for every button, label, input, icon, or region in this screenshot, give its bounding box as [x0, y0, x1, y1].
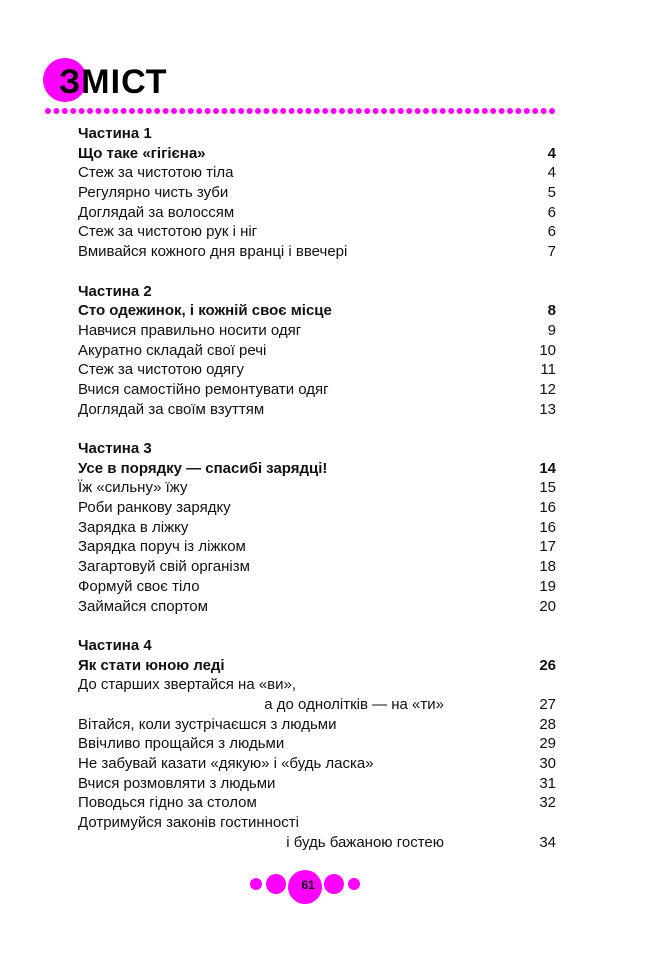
section-heading	[78, 144, 556, 164]
toc-entry	[78, 341, 556, 361]
entry-page: 27	[539, 695, 556, 713]
section-part-label	[78, 124, 556, 144]
divider-dot	[213, 108, 219, 114]
entry-page: 12	[539, 380, 556, 398]
divider-dot	[331, 108, 337, 114]
heading-text: Усе в порядку — спасибі зарядці!	[78, 459, 328, 477]
page-title: ЗМІСТ	[59, 63, 168, 101]
divider-dot	[255, 108, 261, 114]
divider-dot	[179, 108, 185, 114]
divider-dot	[482, 108, 488, 114]
entry-page: 5	[547, 184, 556, 202]
divider-dot	[457, 108, 463, 114]
entry-page: 29	[539, 735, 556, 753]
divider-dot	[423, 108, 429, 114]
divider-dot	[515, 108, 521, 114]
toc-entry	[78, 597, 556, 617]
divider-dot	[289, 108, 295, 114]
entry-page: 17	[539, 538, 556, 556]
toc-entry	[78, 163, 556, 183]
divider-dot	[137, 108, 143, 114]
entry-page: 9	[547, 321, 556, 339]
entry-page: 18	[539, 558, 556, 576]
toc-entry	[78, 380, 556, 400]
table-of-contents	[78, 124, 556, 852]
toc-entry	[78, 222, 556, 242]
entry-text: До старших звертайся на «ви»,	[78, 676, 297, 694]
entry-text: Стеж за чистотою тіла	[78, 164, 234, 182]
divider-dot	[347, 108, 353, 114]
entry-text: Займайся спортом	[78, 597, 208, 615]
divider-dot	[70, 108, 76, 114]
divider-dot	[45, 108, 51, 114]
entry-page: 6	[547, 203, 556, 221]
heading-page: 8	[547, 302, 556, 320]
divider-dot	[532, 108, 538, 114]
divider-dot	[247, 108, 253, 114]
divider-dot	[53, 108, 59, 114]
toc-entry	[78, 793, 556, 813]
entry-page: 11	[540, 361, 556, 379]
divider-dot	[364, 108, 370, 114]
divider-dot	[499, 108, 505, 114]
divider-dot	[238, 108, 244, 114]
toc-entry	[78, 675, 556, 695]
part-label: Частина 2	[78, 282, 152, 300]
divider-dot	[314, 108, 320, 114]
entry-page: 34	[539, 833, 556, 851]
divider-dot	[322, 108, 328, 114]
footer-dot	[250, 878, 262, 890]
section-gap	[78, 419, 556, 439]
section-gap	[78, 616, 556, 636]
entry-page: 19	[539, 577, 556, 595]
section-heading	[78, 301, 556, 321]
toc-entry	[78, 715, 556, 735]
entry-page: 30	[539, 755, 556, 772]
entry-text: Вмивайся кожного дня вранці і ввечері	[78, 243, 348, 261]
entry-text: Поводься гідно за столом	[78, 794, 257, 812]
toc-entry	[78, 813, 556, 833]
entry-page: 31	[539, 774, 556, 792]
entry-text: Доглядай за волоссям	[78, 203, 235, 221]
divider-dot	[221, 108, 227, 114]
entry-text: Роби ранкову зарядку	[78, 499, 231, 517]
entry-page: 20	[539, 597, 556, 615]
divider-dot	[541, 108, 547, 114]
divider-dot	[62, 108, 68, 114]
heading-page: 14	[539, 459, 556, 477]
section-gap	[78, 262, 556, 282]
entry-page: 10	[539, 341, 556, 359]
divider-dot	[356, 108, 362, 114]
entry-text: і будь бажаною гостею	[286, 833, 444, 851]
divider-dot	[305, 108, 311, 114]
divider-dot	[230, 108, 236, 114]
entry-text: Вчися самостійно ремонтувати одяг	[78, 380, 329, 398]
divider-dot	[163, 108, 169, 114]
divider-dot	[79, 108, 85, 114]
dotted-divider	[44, 104, 556, 118]
divider-dot	[490, 108, 496, 114]
section-heading	[78, 656, 556, 676]
toc-entry	[78, 774, 556, 794]
divider-dot	[263, 108, 269, 114]
divider-dot	[272, 108, 278, 114]
toc-entry	[78, 321, 556, 341]
divider-dot	[112, 108, 118, 114]
toc-entry	[78, 518, 556, 538]
divider-dot	[440, 108, 446, 114]
divider-dot	[549, 108, 555, 114]
divider-dot	[465, 108, 471, 114]
entry-text: Зарядка поруч із ліжком	[78, 538, 246, 556]
page-number: 61	[301, 878, 315, 892]
entry-text: Доглядай за своїм взуттям	[78, 400, 265, 418]
heading-text: Що таке «гігієна»	[78, 144, 206, 162]
heading-page: 4	[547, 144, 556, 162]
entry-page: 13	[539, 400, 556, 418]
divider-dot	[205, 108, 211, 114]
divider-dot	[87, 108, 93, 114]
divider-dot	[146, 108, 152, 114]
toc-entry	[78, 537, 556, 557]
entry-page: 32	[539, 794, 556, 812]
section-heading	[78, 459, 556, 479]
toc-entry	[78, 360, 556, 380]
entry-text: Їж «сильну» їжу	[78, 479, 188, 497]
divider-dot	[373, 108, 379, 114]
heading-page: 26	[539, 656, 556, 674]
entry-text: Вітайся, коли зустрічаєшся з людьми	[78, 715, 337, 733]
divider-dot	[415, 108, 421, 114]
divider-dot	[473, 108, 479, 114]
divider-dot	[121, 108, 127, 114]
entry-text: Стеж за чистотою одягу	[78, 361, 245, 379]
entry-page: 16	[539, 518, 556, 536]
divider-dot	[507, 108, 513, 114]
entry-text: Навчися правильно носити одяг	[78, 321, 302, 339]
toc-entry	[78, 498, 556, 518]
entry-text: Формуй своє тіло	[78, 577, 200, 595]
part-label: Частина 3	[78, 440, 152, 457]
toc-entry	[78, 478, 556, 498]
divider-dot	[129, 108, 135, 114]
entry-text: Дотримуйся законів гостинності	[78, 814, 299, 832]
entry-page: 4	[547, 164, 556, 182]
section-part-label	[78, 439, 556, 459]
heading-text: Сто одежинок, і кожній своє місце	[78, 302, 332, 320]
entry-text: Не забувай казати «дякую» і «будь ласка»	[78, 755, 374, 772]
toc-entry	[78, 242, 556, 262]
toc-entry	[78, 557, 556, 577]
toc-entry	[78, 203, 556, 223]
divider-dot	[196, 108, 202, 114]
divider-dot	[524, 108, 530, 114]
toc-entry	[78, 183, 556, 203]
divider-dot	[297, 108, 303, 114]
page-footer	[244, 868, 384, 904]
entry-text: Регулярно чисть зуби	[78, 184, 229, 202]
toc-entry	[78, 833, 556, 853]
divider-dot	[339, 108, 345, 114]
divider-dot	[448, 108, 454, 114]
divider-dot	[406, 108, 412, 114]
section-part-label	[78, 282, 556, 302]
entry-text: Стеж за чистотою рук і ніг	[78, 223, 258, 241]
page-header	[40, 52, 170, 112]
divider-dot	[431, 108, 437, 114]
toc-entry	[78, 754, 556, 774]
entry-page: 16	[539, 499, 556, 517]
divider-dot	[104, 108, 110, 114]
entry-text: а до однолітків — на «ти»	[264, 695, 444, 713]
toc-entry	[78, 695, 556, 715]
entry-page: 28	[539, 715, 556, 733]
toc-entry	[78, 734, 556, 754]
entry-text: Загартовуй свій організм	[78, 558, 250, 576]
entry-text: Ввічливо прощайся з людьми	[78, 735, 285, 753]
entry-page: 6	[547, 223, 556, 241]
heading-text: Як стати юною леді	[78, 656, 225, 674]
entry-text: Акуратно складай свої речі	[78, 341, 267, 359]
divider-dot	[398, 108, 404, 114]
footer-dot	[348, 878, 360, 890]
divider-dot	[171, 108, 177, 114]
part-label: Частина 1	[78, 125, 152, 142]
toc-entry	[78, 400, 556, 420]
toc-entry	[78, 577, 556, 597]
footer-dot	[324, 874, 344, 894]
entry-page: 7	[547, 243, 556, 261]
part-label: Частина 4	[78, 636, 152, 654]
section-part-label	[78, 636, 556, 656]
entry-text: Зарядка в ліжку	[78, 518, 189, 536]
divider-dot	[188, 108, 194, 114]
divider-dot	[389, 108, 395, 114]
footer-dot	[266, 874, 286, 894]
divider-dot	[154, 108, 160, 114]
divider-dot	[280, 108, 286, 114]
divider-dot	[95, 108, 101, 114]
entry-text: Вчися розмовляти з людьми	[78, 774, 276, 792]
entry-page: 15	[539, 479, 556, 497]
divider-dot	[381, 108, 387, 114]
